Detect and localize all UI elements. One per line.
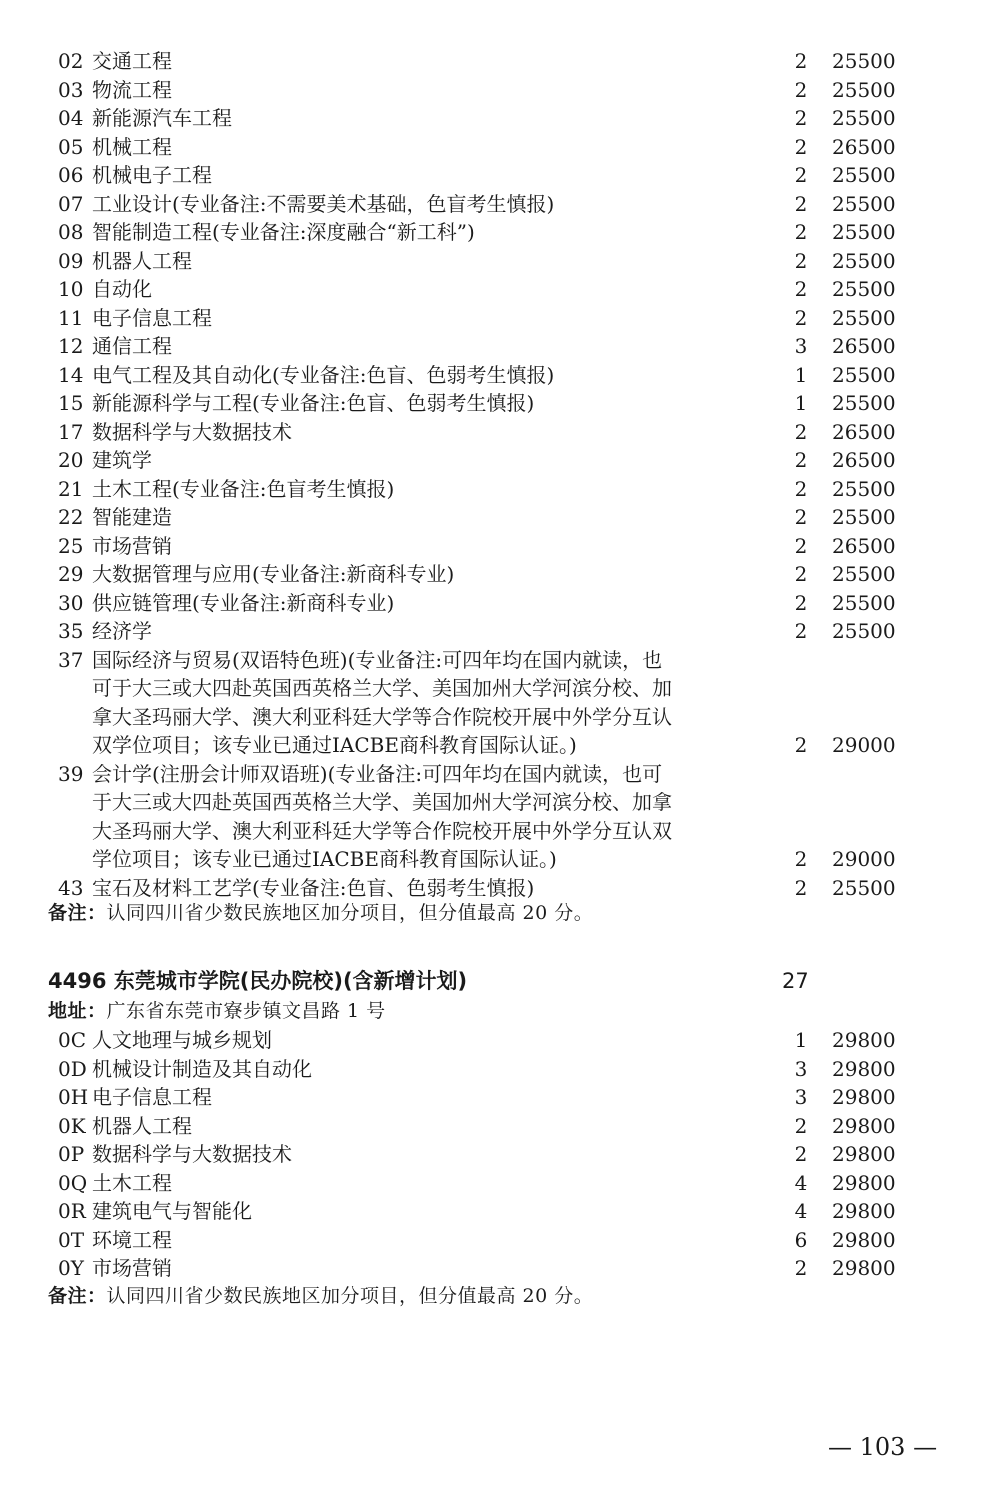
major-name: 工业设计(专业备注:不需要美术基础，色盲考生慎报) (92, 191, 555, 216)
note-text: 认同四川省少数民族地区加分项目，但分值最高 20 分。 (106, 902, 594, 924)
tuition-fee: 25500 (832, 391, 896, 415)
tuition-fee: 25500 (832, 163, 896, 187)
major-row-continuation (0, 788, 1000, 817)
major-code: 03 (58, 77, 84, 102)
tuition-fee: 25500 (832, 362, 896, 387)
major-name: 电子信息工程 (92, 305, 212, 330)
major-code: 21 (58, 476, 84, 501)
major-code: 20 (58, 448, 84, 472)
major-name: 物流工程 (92, 77, 172, 102)
major-code: 10 (58, 277, 84, 301)
major-code: 14 (58, 362, 84, 387)
major-code: 0H (58, 1085, 89, 1109)
tuition-fee: 25500 (832, 305, 896, 330)
major-row (0, 247, 1000, 276)
major-code: 35 (58, 619, 84, 643)
major-code: 30 (58, 590, 84, 615)
tuition-fee: 25500 (832, 476, 896, 501)
major-code: 29 (58, 562, 84, 586)
section-2-note (48, 1282, 593, 1311)
tuition-fee: 26500 (832, 448, 896, 472)
major-name: 数据科学与大数据技术 (92, 419, 292, 444)
major-name: 机械设计制造及其自动化 (92, 1056, 312, 1081)
section-1-note (48, 899, 593, 928)
tuition-fee: 25500 (832, 505, 896, 529)
major-code: 0P (58, 1142, 85, 1166)
major-row (0, 475, 1000, 504)
enrollment-count: 2 (794, 220, 808, 244)
major-code: 43 (58, 875, 84, 900)
tuition-fee: 25500 (832, 77, 896, 102)
major-list-section-2 (0, 1026, 1000, 1283)
major-row (0, 874, 1000, 903)
major-row (0, 446, 1000, 475)
major-code: 0Y (58, 1256, 84, 1280)
tuition-fee: 29800 (832, 1028, 896, 1052)
enrollment-count: 2 (794, 1142, 808, 1166)
major-code: 09 (58, 248, 84, 273)
major-name: 智能制造工程(专业备注:深度融合“新工科”) (92, 220, 475, 244)
major-name: 宝石及材料工艺学(专业备注:色盲、色弱考生慎报) (92, 875, 535, 900)
tuition-fee: 26500 (832, 533, 896, 558)
major-row (0, 1140, 1000, 1169)
major-name: 土木工程 (92, 1170, 172, 1195)
enrollment-count: 4 (794, 1199, 808, 1223)
major-row-continuation (0, 674, 1000, 703)
tuition-fee: 29000 (832, 847, 896, 871)
major-code: 0D (58, 1056, 87, 1081)
page-number: — 103 — (828, 1433, 938, 1461)
major-row (0, 104, 1000, 133)
major-name: 智能建造 (92, 505, 172, 529)
major-name: 交通工程 (92, 49, 172, 73)
enrollment-count: 2 (794, 533, 808, 558)
major-row (0, 1026, 1000, 1055)
enrollment-count: 2 (794, 562, 808, 586)
tuition-fee: 25500 (832, 562, 896, 586)
major-code: 06 (58, 163, 84, 187)
major-code: 25 (58, 533, 84, 558)
major-name-line: 于大三或大四赴英国西英格兰大学、美国加州大学河滨分校、加拿 (92, 790, 672, 814)
major-name: 人文地理与城乡规划 (92, 1028, 272, 1052)
major-code: 04 (58, 106, 84, 130)
major-row (0, 760, 1000, 789)
major-row (0, 133, 1000, 162)
major-row (0, 617, 1000, 646)
enrollment-count: 2 (794, 505, 808, 529)
enrollment-count: 2 (794, 619, 808, 643)
address-text: 广东省东莞市寮步镇文昌路 1 号 (106, 1000, 386, 1022)
major-code: 0Q (58, 1170, 88, 1195)
enrollment-count: 2 (794, 733, 808, 757)
tuition-fee: 25500 (832, 875, 896, 900)
enrollment-count: 2 (794, 419, 808, 444)
tuition-fee: 25500 (832, 220, 896, 244)
major-name: 机器人工程 (92, 1113, 192, 1138)
major-code: 08 (58, 220, 84, 244)
major-name-line: 学位项目；该专业已通过IACBE商科教育国际认证。) (92, 847, 557, 871)
tuition-fee: 26500 (832, 419, 896, 444)
major-row (0, 1083, 1000, 1112)
major-row (0, 532, 1000, 561)
major-code: 0C (58, 1028, 87, 1052)
major-name: 自动化 (92, 277, 152, 301)
enrollment-count: 2 (794, 248, 808, 273)
enrollment-count: 1 (794, 1028, 808, 1052)
major-code: 39 (58, 761, 84, 786)
enrollment-count: 2 (794, 476, 808, 501)
major-name: 新能源科学与工程(专业备注:色盲、色弱考生慎报) (92, 391, 535, 415)
major-row (0, 560, 1000, 589)
tuition-fee: 26500 (832, 334, 896, 358)
note-text: 认同四川省少数民族地区加分项目，但分值最高 20 分。 (106, 1285, 594, 1307)
note-label: 备注： (48, 902, 107, 924)
major-row (0, 161, 1000, 190)
enrollment-count: 3 (794, 1085, 808, 1109)
institution-address (48, 997, 386, 1026)
enrollment-count: 3 (794, 334, 808, 358)
major-name: 机器人工程 (92, 248, 192, 273)
major-row (0, 1197, 1000, 1226)
major-row (0, 589, 1000, 618)
tuition-fee: 29800 (832, 1085, 896, 1109)
major-code: 07 (58, 191, 84, 216)
major-row (0, 190, 1000, 219)
major-row (0, 275, 1000, 304)
enrollment-count: 2 (794, 1256, 808, 1280)
major-row-continuation (0, 845, 1000, 874)
major-row (0, 304, 1000, 333)
major-name-line: 会计学(注册会计师双语班)(专业备注:可四年均在国内就读，也可 (92, 761, 663, 786)
major-name-line: 国际经济与贸易(双语特色班)(专业备注:可四年均在国内就读，也 (92, 647, 663, 672)
major-code: 0K (58, 1113, 86, 1138)
major-name: 机械电子工程 (92, 163, 212, 187)
major-name: 环境工程 (92, 1227, 172, 1252)
tuition-fee: 29800 (832, 1170, 896, 1195)
enrollment-count: 1 (794, 391, 808, 415)
major-name: 经济学 (92, 619, 152, 643)
major-code: 0T (58, 1227, 85, 1252)
enrollment-count: 2 (794, 590, 808, 615)
enrollment-count: 2 (794, 305, 808, 330)
enrollment-count: 2 (794, 77, 808, 102)
major-code: 17 (58, 419, 84, 444)
major-name: 数据科学与大数据技术 (92, 1142, 292, 1166)
major-name: 土木工程(专业备注:色盲考生慎报) (92, 476, 395, 501)
major-row (0, 646, 1000, 675)
tuition-fee: 25500 (832, 590, 896, 615)
enrollment-count: 2 (794, 847, 808, 871)
address-label: 地址： (48, 1000, 107, 1022)
major-name: 供应链管理(专业备注:新商科专业) (92, 590, 395, 615)
major-row (0, 389, 1000, 418)
major-list-section-1 (0, 47, 1000, 902)
enrollment-count: 3 (794, 1056, 808, 1081)
major-row (0, 332, 1000, 361)
major-code: 12 (58, 334, 84, 358)
enrollment-count: 2 (794, 106, 808, 130)
enrollment-count: 2 (794, 1113, 808, 1138)
major-name: 大数据管理与应用(专业备注:新商科专业) (92, 562, 455, 586)
major-code: 22 (58, 505, 84, 529)
enrollment-count: 2 (794, 875, 808, 900)
major-row (0, 1226, 1000, 1255)
major-row (0, 418, 1000, 447)
major-name: 电子信息工程 (92, 1085, 212, 1109)
major-code: 15 (58, 391, 84, 415)
enrollment-count: 2 (794, 134, 808, 159)
enrollment-count: 1 (794, 362, 808, 387)
major-row (0, 503, 1000, 532)
tuition-fee: 25500 (832, 191, 896, 216)
major-row (0, 1055, 1000, 1084)
major-name-line: 大圣玛丽大学、澳大利亚科廷大学等合作院校开展中外学分互认双 (92, 818, 672, 843)
major-row (0, 76, 1000, 105)
tuition-fee: 29800 (832, 1056, 896, 1081)
enrollment-count: 6 (794, 1227, 808, 1252)
major-row (0, 361, 1000, 390)
enrollment-count: 4 (794, 1170, 808, 1195)
enrollment-count: 2 (794, 163, 808, 187)
enrollment-count: 2 (794, 49, 808, 73)
tuition-fee: 25500 (832, 49, 896, 73)
tuition-fee: 29000 (832, 733, 896, 757)
tuition-fee: 29800 (832, 1256, 896, 1280)
tuition-fee: 25500 (832, 248, 896, 273)
major-row-continuation (0, 817, 1000, 846)
major-name: 建筑电气与智能化 (92, 1199, 252, 1223)
major-name: 通信工程 (92, 334, 172, 358)
major-name: 市场营销 (92, 1256, 172, 1280)
major-code: 11 (58, 305, 84, 330)
major-name: 建筑学 (92, 448, 152, 472)
institution-title: 4496 东莞城市学院(民办院校)(含新增计划) (48, 969, 468, 993)
major-code: 37 (58, 647, 84, 672)
major-code: 05 (58, 134, 84, 159)
tuition-fee: 29800 (832, 1113, 896, 1138)
major-name-line: 双学位项目；该专业已通过IACBE商科教育国际认证。) (92, 733, 577, 757)
tuition-fee: 29800 (832, 1227, 896, 1252)
enrollment-count: 2 (794, 277, 808, 301)
tuition-fee: 25500 (832, 277, 896, 301)
major-name-line: 拿大圣玛丽大学、澳大利亚科廷大学等合作院校开展中外学分互认 (92, 704, 672, 729)
tuition-fee: 26500 (832, 134, 896, 159)
major-name: 电气工程及其自动化(专业备注:色盲、色弱考生慎报) (92, 362, 555, 387)
major-row (0, 1112, 1000, 1141)
major-name: 新能源汽车工程 (92, 106, 232, 130)
tuition-fee: 29800 (832, 1142, 896, 1166)
enrollment-count: 2 (794, 191, 808, 216)
major-row-continuation (0, 731, 1000, 760)
major-code: 02 (58, 49, 84, 73)
note-label: 备注： (48, 1285, 107, 1307)
tuition-fee: 29800 (832, 1199, 896, 1223)
major-name: 市场营销 (92, 533, 172, 558)
major-row (0, 218, 1000, 247)
enrollment-count: 2 (794, 448, 808, 472)
major-name-line: 可于大三或大四赴英国西英格兰大学、美国加州大学河滨分校、加 (92, 676, 672, 700)
major-code: 0R (58, 1199, 86, 1223)
major-row (0, 1169, 1000, 1198)
tuition-fee: 25500 (832, 619, 896, 643)
tuition-fee: 25500 (832, 106, 896, 130)
major-row-continuation (0, 703, 1000, 732)
major-row (0, 47, 1000, 76)
major-name: 机械工程 (92, 134, 172, 159)
institution-total: 27 (782, 969, 809, 993)
major-row (0, 1254, 1000, 1283)
